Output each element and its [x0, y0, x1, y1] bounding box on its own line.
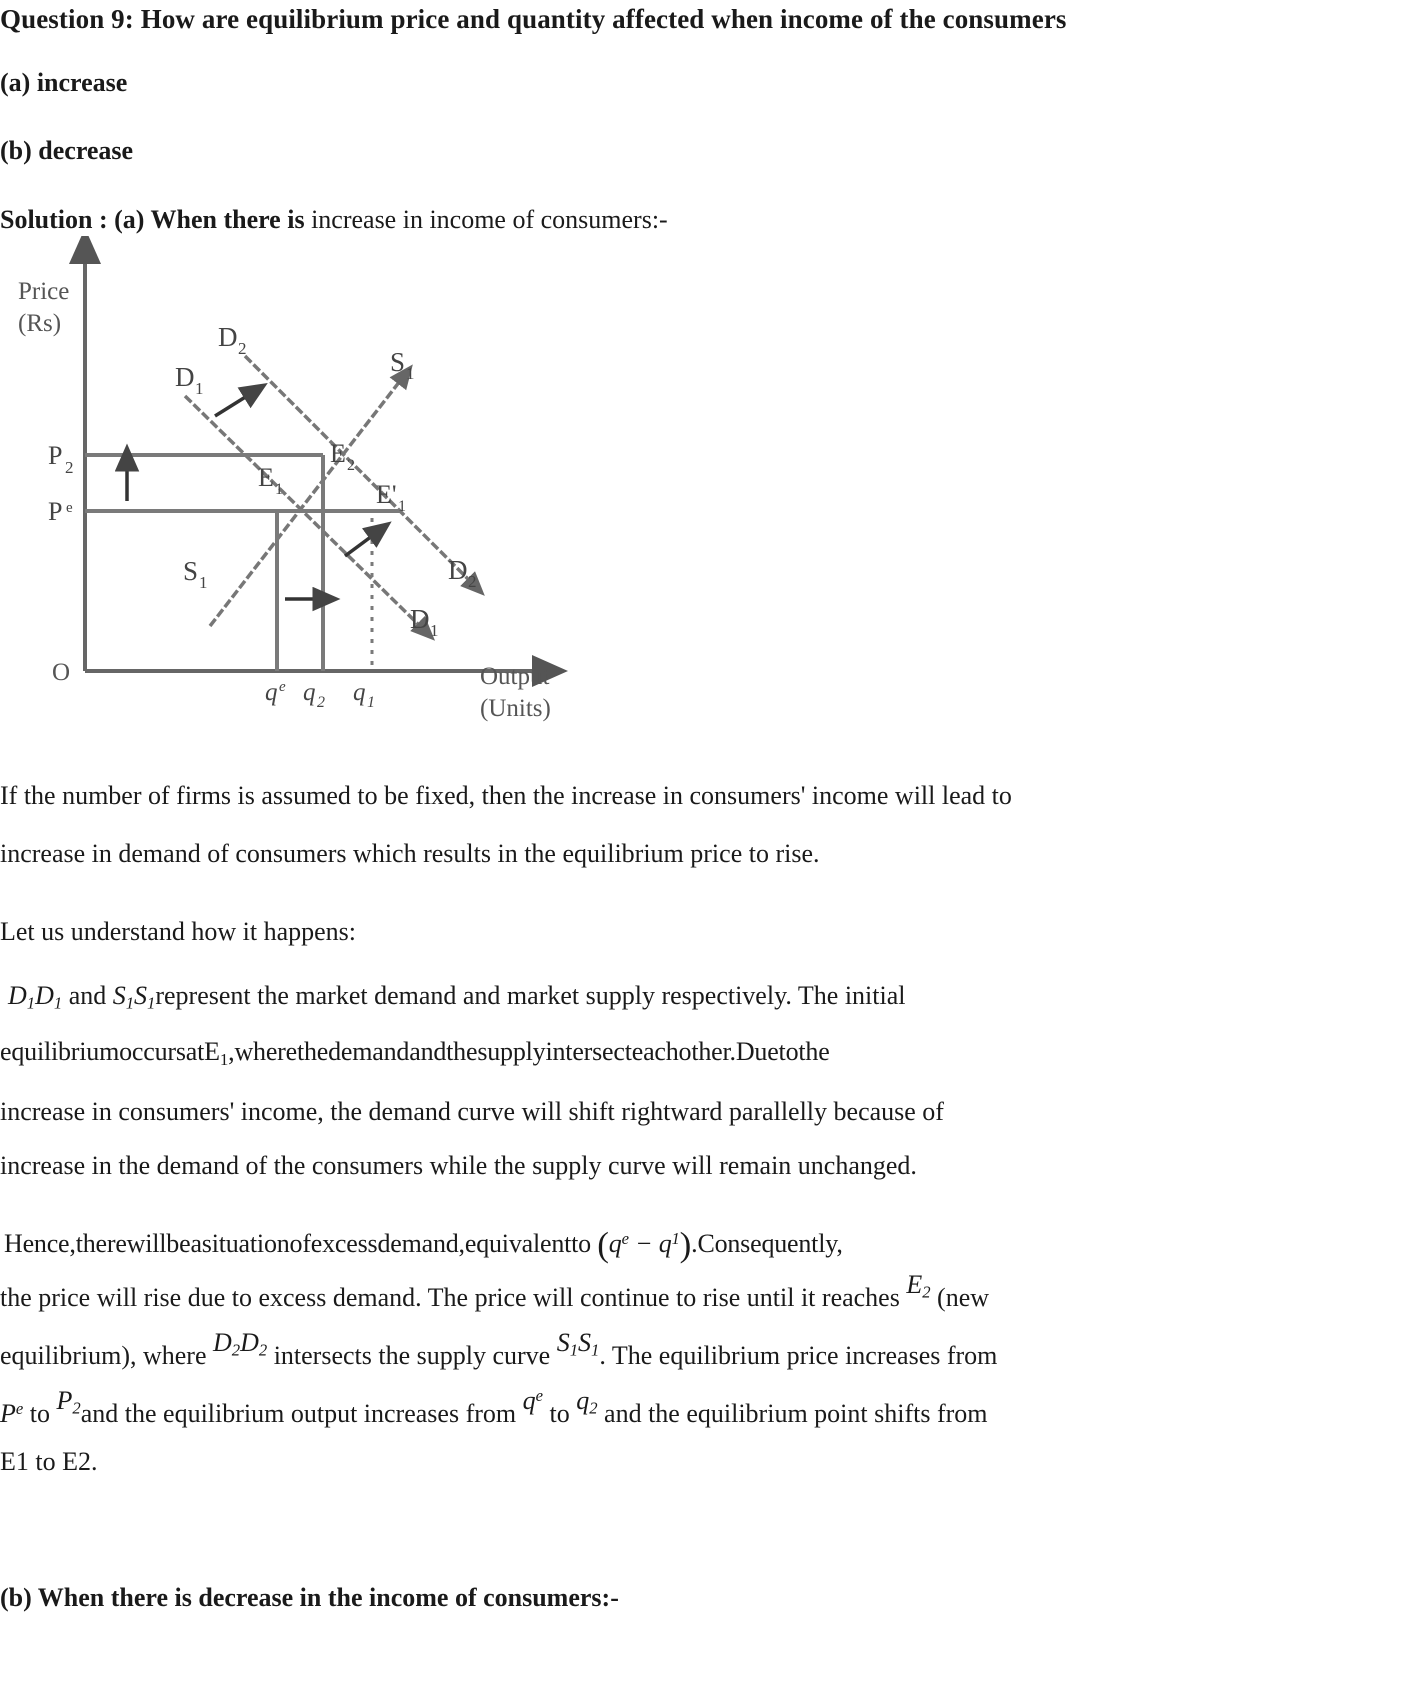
svg-text:D: D — [175, 362, 195, 392]
paragraph-4-line-1: Hence,therewillbeasituationofexcessdemand,equivalentto ($q^e$ − $q^1).Consequently$, — [4, 1225, 843, 1264]
paragraph-3-line-4: increase in the demand of the consumers while the supply curve will remain unchanged. — [0, 1151, 917, 1180]
svg-text:q: q — [265, 679, 278, 706]
svg-text:D: D — [448, 555, 468, 585]
paragraph-4-line-2: the price will rise due to excess demand. The price will continue to rise until it reaches $E_2$ (new — [0, 1270, 990, 1312]
supply-demand-diagram — [0, 236, 600, 736]
math-excess-demand: $(q^e - q^1)$ — [597, 1225, 692, 1264]
x-axis-label: Output — [480, 663, 550, 690]
svg-text:e: e — [66, 500, 73, 516]
question-text: How are equilibrium price and quantity affected when income of the consumers — [140, 4, 1067, 34]
curve-label-s1-top — [390, 347, 415, 383]
x-axis-units: (Units) — [480, 695, 551, 722]
svg-text:E': E' — [376, 480, 397, 509]
svg-text:P: P — [48, 497, 63, 526]
tick-label-q2 — [303, 679, 325, 711]
svg-text:1: 1 — [275, 481, 283, 498]
math-d2d2: $D_2D_2$ — [213, 1328, 268, 1360]
paragraph-3-line-3: increase in consumers' income, the demand curve will shift rightward parallelly because of — [0, 1097, 944, 1126]
svg-text:e: e — [279, 679, 286, 695]
svg-text:2: 2 — [468, 572, 477, 591]
demand-shift-arrow-lower — [345, 536, 372, 556]
math-s1s1: $S_1S_1$ — [112, 981, 156, 1013]
svg-text:D: D — [218, 322, 238, 352]
part-b-heading: (b) When there is decrease in the income of consumers:- — [0, 1583, 619, 1612]
option-a-tag: (a) — [0, 68, 31, 97]
svg-text:E: E — [330, 439, 346, 468]
math-e2: $E_2$ — [906, 1270, 931, 1302]
curve-label-d1-bottom — [410, 604, 439, 640]
diagram-svg — [0, 236, 600, 736]
demand-shift-arrow-upper — [215, 396, 247, 416]
svg-text:2: 2 — [65, 458, 74, 477]
curve-label-d2-right — [448, 555, 477, 591]
math-qe: $q^e$ — [522, 1386, 543, 1415]
math-p2: $P_2$ — [56, 1386, 81, 1418]
svg-text:1: 1 — [398, 498, 406, 515]
paragraph-3-line-2: equilibriumoccursatE$_1$,wherethedemandandthesupplyintersecteachother.Duetothe — [0, 1037, 830, 1069]
curve-label-d1-top — [175, 362, 204, 398]
paragraph-2: Let us understand how it happens: — [0, 917, 356, 946]
y-axis-label: Price — [18, 278, 70, 305]
paragraph-3-line-1: $D_1D_1$ and $S_1S_1represent$ the market demand and market supply respectively. The initial — [8, 981, 906, 1013]
tick-label-pe — [48, 497, 73, 526]
option-a-label: increase — [36, 68, 128, 97]
svg-text:q: q — [303, 679, 316, 706]
svg-text:2: 2 — [238, 339, 247, 358]
svg-text:P: P — [48, 441, 63, 470]
svg-text:1: 1 — [367, 694, 375, 711]
solution-heading-bold: Solution : (a) When there is — [0, 205, 305, 234]
option-a — [0, 68, 127, 98]
paragraph-4-line-4: $P^e$ to $P_2and$ the equilibrium output increases from $q^e$ to $q_2$ and the equilibrium point shifts from — [0, 1386, 988, 1428]
svg-text:D: D — [410, 604, 430, 634]
tick-label-q1 — [353, 679, 375, 711]
y-axis-units: (Rs) — [18, 310, 62, 337]
math-d1d1: $D_1D_1$ — [8, 981, 63, 1013]
curve-label-d2-top — [218, 322, 247, 358]
svg-text:1: 1 — [430, 621, 439, 640]
solution-heading — [0, 206, 668, 234]
curve-label-s1-bottom — [183, 556, 208, 592]
paragraph-4-line-5: E1 to E2. — [0, 1447, 98, 1476]
math-pe: $P^e$ — [0, 1399, 24, 1428]
paragraph-1-line-1: If the number of firms is assumed to be fixed, then the increase in consumers' income will lead to — [0, 781, 1012, 810]
svg-text:1: 1 — [406, 364, 415, 383]
point-label-e1 — [258, 463, 283, 498]
option-b-tag: (b) — [0, 136, 32, 165]
svg-text:q: q — [353, 679, 366, 706]
svg-text:1: 1 — [195, 379, 204, 398]
svg-text:S: S — [390, 347, 406, 377]
option-b-label: decrease — [38, 136, 134, 165]
origin-label: O — [52, 659, 71, 686]
question-number: Question 9: — [0, 4, 134, 34]
tick-label-p2 — [48, 441, 74, 477]
option-b — [0, 136, 133, 166]
math-q2: $q_2$ — [576, 1386, 598, 1418]
math-s1s1-b: $S_1S_1$ — [556, 1328, 600, 1360]
svg-text:2: 2 — [347, 457, 355, 474]
solution-heading-rest: increase in income of consumers:- — [311, 205, 668, 234]
paragraph-4-line-3: equilibrium), where $D_2D_2$ intersects the supply curve $S_1S_1$. The equilibrium price increases from — [0, 1328, 998, 1370]
paragraph-1-line-2: increase in demand of consumers which results in the equilibrium price to rise. — [0, 839, 820, 868]
svg-text:1: 1 — [199, 573, 208, 592]
svg-text:2: 2 — [317, 694, 325, 711]
svg-text:S: S — [183, 556, 199, 586]
svg-text:E: E — [258, 463, 274, 492]
question-heading — [0, 4, 1067, 35]
tick-label-qe — [265, 679, 286, 706]
